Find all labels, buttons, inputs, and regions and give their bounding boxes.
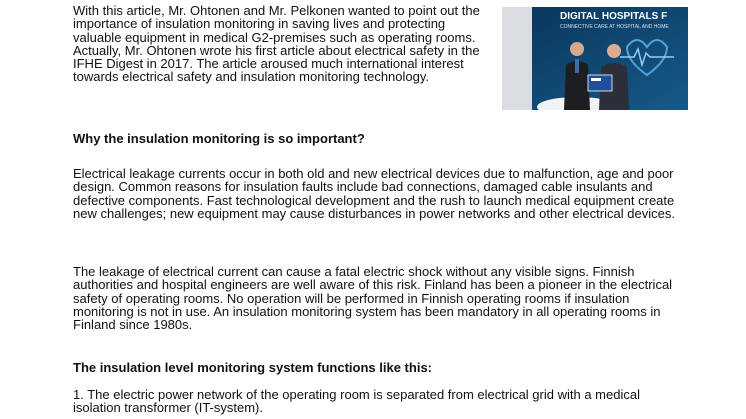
banner-subtitle: CONNECTIVE CARE AT HOSPITAL AND HOME xyxy=(560,24,669,30)
list-item-1: 1. The electric power network of the operating room is separated from electrical grid with a medical isolation transformer (IT-system). xyxy=(73,387,640,416)
section-heading-system-functions: The insulation level monitoring system functions like this: xyxy=(73,360,432,375)
person-left-head xyxy=(570,42,584,56)
photo-illustration xyxy=(502,7,688,110)
person-left-lanyard xyxy=(575,59,579,73)
exhibition-photo xyxy=(502,7,688,110)
booth-wall xyxy=(502,7,532,110)
product-box-label xyxy=(591,78,601,81)
product-box xyxy=(588,75,612,91)
section-heading-importance: Why the insulation monitoring is so important? xyxy=(73,131,365,146)
paragraph-electric-shock: The leakage of electrical current can cause a fatal electric shock without any visible signs. Finnish authorities and hospital engineers are well aware of this risk. Finland has been a pioneer in the electrical safety of operating rooms. No operation will be performed in Finnish operating rooms if insulation monitoring is not in use. An insulation monitoring system has been mandatory in all operating rooms in Finland since 1980s. xyxy=(73,264,673,333)
paragraph-leakage-currents: Electrical leakage currents occur in both old and new electrical devices due to malfunction, age and poor design. Common reasons for insulation faults include bad connections, damaged cable insulants and defective components. Fast technological development and the rush to launch medical equipment create new challenges; new equipment may cause disturbances in power networks and other electrical devices. xyxy=(73,166,675,221)
person-right-head xyxy=(607,44,621,58)
banner-title: DIGITAL HOSPITALS F xyxy=(560,11,668,22)
intro-paragraph: With this article, Mr. Ohtonen and Mr. Pelkonen wanted to point out the importance of insulation monitoring in saving lives and protecting valuable equipment in medical G2-premises such as operating rooms. Actually, Mr. Ohtonen wrote his first article about electrical safety in the IFHE Digest in 2017. The article aroused much international interest towards electrical safety and insulation monitoring technology. xyxy=(73,3,480,85)
